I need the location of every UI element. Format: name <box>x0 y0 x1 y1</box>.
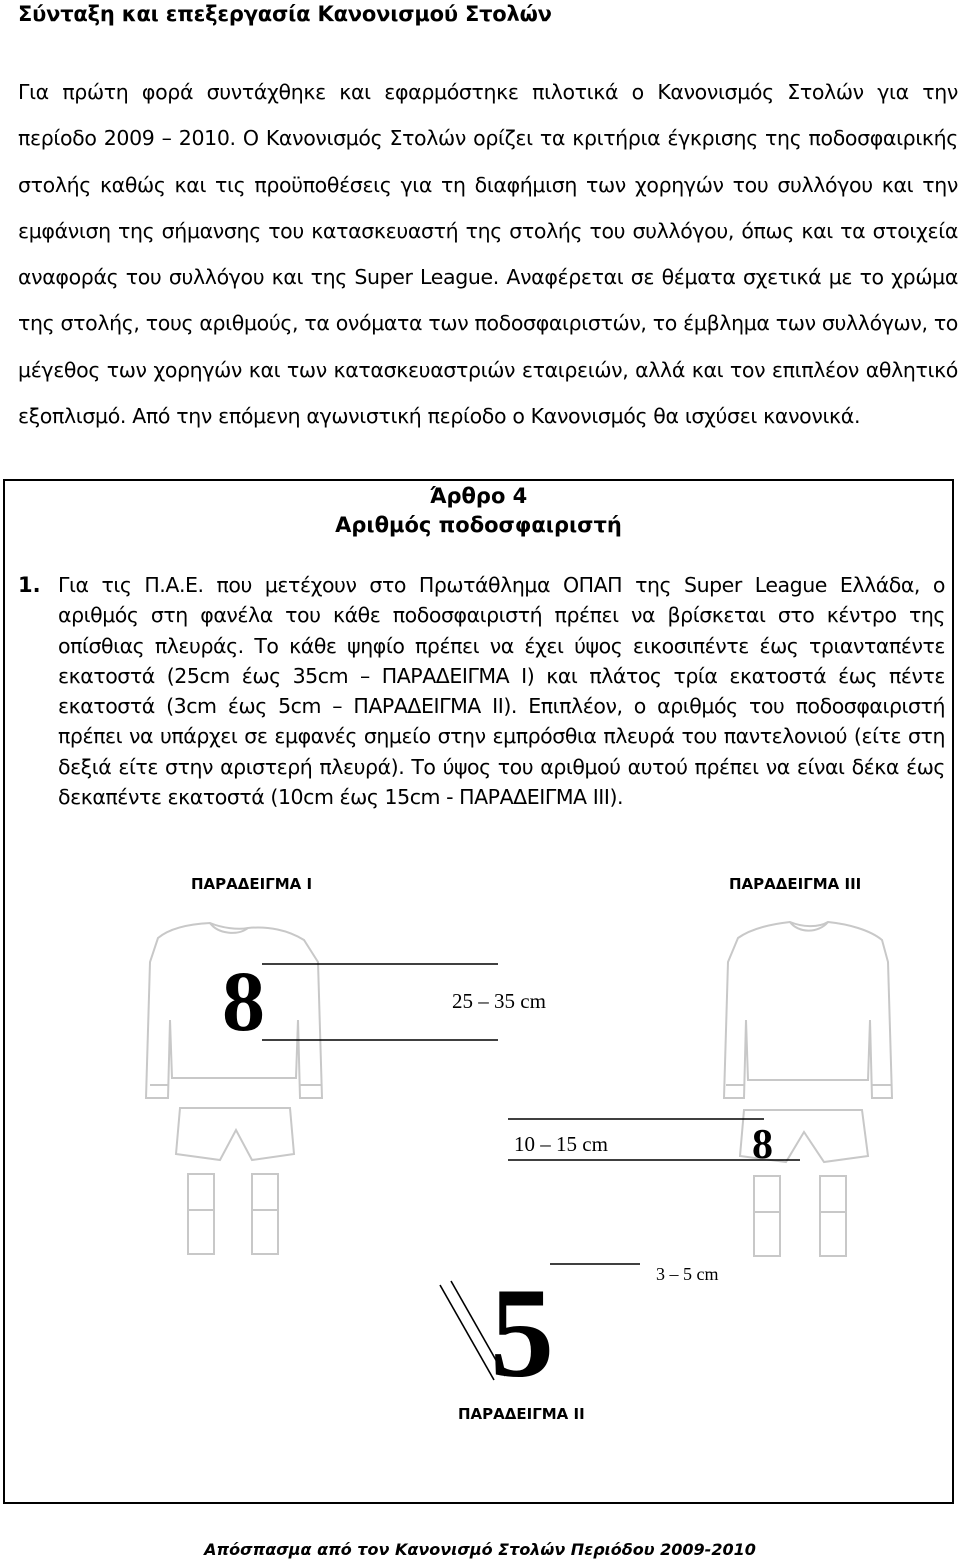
article-name: Αριθμός ποδοσφαιριστή <box>335 513 622 537</box>
example-3-measure: 10 – 15 cm <box>514 1132 608 1156</box>
intro-paragraph: Για πρώτη φορά συντάχθηκε και εφαρμόστηκε πιλοτικά ο Κανονισμός Στολών για την περίοδο 2009 – 2010. Ο Κανονισμός Στολών ορίζει τα κριτήρια έγκρισης της ποδοσφαιρικής στολής καθώς και τις προϋποθέσεις για τη διαφήμιση των χορηγών του συλλόγου και την εμφάνιση της σήμανσης του κατασκευαστή της στολής του συλλόγου, όπως και τα στοιχεία αναφοράς του συλλόγου και της Super League. Αναφέρεται σε θέματα σχετικά με το χρώμα της στολής, τους αριθμούς, τα ονόματα των ποδοσφαιριστών, το έμβλημα των συλλόγων, το μέγεθος των χορηγών και των κατασκευαστριών εταιρειών, αλλά και τον επιπλέον αθλητικό εξοπλισμό. Από την επόμενη αγωνιστική περίοδο ο Κανονισμός θα ισχύσει κανονικά. <box>18 80 958 429</box>
article-number: Άρθρο 4 <box>429 484 528 508</box>
example-2-measure: 3 – 5 cm <box>656 1264 719 1284</box>
point-text: Για τις Π.Α.Ε. που μετέχουν στο Πρωτάθλημα ΟΠΑΠ της Super League Ελλάδα, ο αριθμός στη φανέλα του κάθε ποδοσφαιριστή πρέπει να βρίσκεται στο κέντρο της οπίσθιας πλευράς. Το κάθε ψηφίο πρέπει να έχει ύψος εικοσιπέντε έως τριανταπέντε εκατοστά (25cm έως 35cm – ΠΑΡΑΔΕΙΓΜΑ Ι) και πλάτος τρία εκατοστά έως πέντε εκατοστά (3cm έως 5cm – ΠΑΡΑΔΕΙΓΜΑ ΙΙ). Επιπλέον, ο αριθμός του ποδοσφαιριστή πρέπει να υπάρχει σε εμφανές σημείο στην εμπρόσθια πλευρά του παντελονιού (είτε στη δεξιά είτε στην αριστερή πλευρά). Το ύψος του αριθμού αυτού πρέπει να είναι δέκα έως δεκαπέντε εκατοστά (10cm έως 15cm - ΠΑΡΑΔΕΙΓΜΑ ΙΙΙ). <box>58 573 945 810</box>
example-1-label: ΠΑΡΑΔΕΙΓΜΑ Ι <box>191 875 313 893</box>
point-number: 1. <box>18 573 41 597</box>
page-title: Σύνταξη και επεξεργασία Κανονισμού Στολών <box>18 2 552 26</box>
right-jersey-illustration <box>724 922 892 1098</box>
example-1-measure: 25 – 35 cm <box>452 989 546 1013</box>
example-1-digit: 8 <box>222 953 265 1049</box>
page-footer: Απόσπασμα από τον Κανονισμό Στολών Περιόδου 2009-2010 <box>204 1540 756 1559</box>
example-3-digit: 8 <box>752 1122 773 1168</box>
left-shorts-illustration <box>176 1108 294 1160</box>
example-2-digit: 5 <box>490 1262 554 1404</box>
right-socks-illustration <box>754 1176 846 1256</box>
left-socks-illustration <box>188 1174 278 1254</box>
width-guide-line-a <box>440 1285 494 1380</box>
example-2-label: ΠΑΡΑΔΕΙΓΜΑ ΙΙ <box>458 1405 585 1423</box>
example-3-label: ΠΑΡΑΔΕΙΓΜΑ ΙΙΙ <box>729 875 862 893</box>
